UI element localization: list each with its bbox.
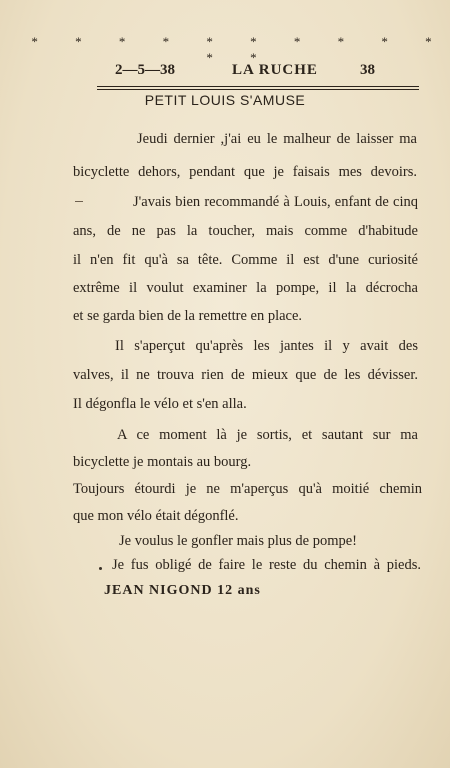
text-line: Il dégonfla le vélo et s'en alla. xyxy=(73,396,247,412)
article-title: PETIT LOUIS S'AMUSE xyxy=(144,92,306,108)
header-date: 2—5—38 xyxy=(115,62,175,78)
header-rule xyxy=(97,86,419,87)
page-header xyxy=(0,62,450,82)
margin-dash xyxy=(75,201,83,202)
text-line: bicyclette dehors, pendant que je faisais mes devoirs. xyxy=(73,164,417,180)
text-line: A ce moment là je sortis, et sautant sur ma xyxy=(117,427,418,443)
text-line: Je fus obligé de faire le reste du chemin à pieds. xyxy=(112,557,421,573)
header-page-number: 38 xyxy=(360,62,375,78)
text-line: ans, de ne pas la toucher, mais comme d'habitude xyxy=(73,223,418,239)
text-line: Il s'aperçut qu'après les jantes il y avait des xyxy=(115,338,418,354)
star-ornament-row: * * * * * * * * * * * * xyxy=(31,34,449,65)
text-line: Toujours étourdi je ne m'aperçus qu'à moitié chemin xyxy=(73,481,422,497)
header-rule-thin xyxy=(97,89,419,90)
text-line: que mon vélo était dégonflé. xyxy=(73,508,239,524)
text-line: Je voulus le gonfler mais plus de pompe! xyxy=(119,533,357,549)
text-line: et se garda bien de la remettre en place. xyxy=(73,308,303,324)
margin-dot xyxy=(99,567,102,570)
text-line: bicyclette je montais au bourg. xyxy=(73,454,252,470)
text-line: J'avais bien recommandé à Louis, enfant de cinq xyxy=(133,194,418,210)
text-line: il n'en fit qu'à sa tête. Comme il est d'une curiosité xyxy=(73,252,418,268)
text-line: extrême il voulut examiner la pompe, il la décrocha xyxy=(73,280,418,296)
text-line: valves, il ne trouva rien de mieux que de les dévisser. xyxy=(73,367,418,383)
text-line: Jeudi dernier ,j'ai eu le malheur de laisser ma xyxy=(137,131,417,147)
header-title: LA RUCHE xyxy=(232,62,318,78)
author-signature: JEAN NIGOND 12 ans xyxy=(104,583,261,598)
